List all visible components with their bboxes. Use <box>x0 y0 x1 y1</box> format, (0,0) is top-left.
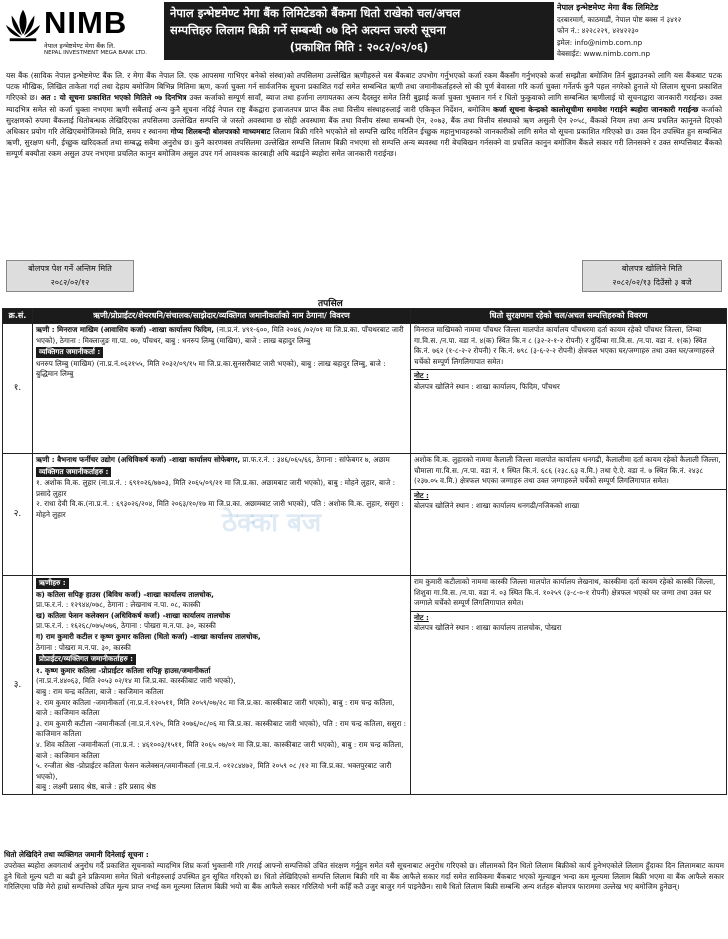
footer-title: धितो लेखिदिने तथा व्यक्तिगत जमानी दिनेलाई सूचना : <box>4 850 149 859</box>
dates-row <box>6 260 722 294</box>
guarantor-item: बाबु : लक्ष्मी प्रसाद श्रेष्ठ, बाजे : हरि प्रसाद श्रेष्ठ <box>36 782 156 792</box>
header <box>0 0 728 66</box>
submit-date-label: बोलपत्र पेश गर्ने अन्तिम मिति <box>28 264 112 273</box>
lotus-icon <box>4 6 42 44</box>
bank-address <box>557 2 727 62</box>
bank-logo <box>4 6 162 60</box>
row-sn: ३. <box>3 576 33 795</box>
open-date-label: बोलपत्र खोलिने मिति <box>621 264 683 273</box>
borrower-item: प्रा.फ.र.नं. : १६२६८/०७५/०७६, ठेगाना : पोखरा म.न.पा. ३०, कास्की <box>36 621 216 631</box>
table-row <box>3 324 727 454</box>
property-desc: मिनराज माखिमको नाममा पाँचथर जिल्ला मालपोत कार्यालय पाँचथरमा दर्ता कायम रहेको पाँचथर जिल्ला, लिम्बा गा.वि.स. /न.पा. वडा नं. ४(क) स्थित कि.न ८ (३२-२-१-२ रोपनी) र दुर्दिम्बा गा.वि.स. /न.पा. वडा नं. १(क) स्थित कि.नं. ७६२ (१-८-२-२ रोपनी) र कि.नं. ७९८ (३-६-२-२ रोपनी) क्षेत्रफल भएका घर/जग्गाहरु तथा उक्त घर/जग्गाहरुले चर्चेको सम्पूर्ण लिगलिगापात समेत। <box>414 325 715 366</box>
property-desc: राम कुमारी कटीलाको नाममा कास्की जिल्ला मालपोत कार्यालय लेखनाथ, कास्कीमा दर्ता कायम रहेको कास्की जिल्ला, शिशुवा गा.वि.स. /न.पा. वडा नं. ०३ स्थित कि.नं. १०२५९ (३-८-०-१ रोपनी) क्षेत्रफल भएको घर जग्गा तथा उक्त घर जग्गाले चर्चेको सम्पूर्ण लिगलिगापात समेत। <box>414 577 716 608</box>
logo-sub-english: NEPAL INVESTMENT MEGA BANK LTD. <box>44 50 148 56</box>
guarantor-item: १. कृष्ण कुमार कतिला -प्रोप्राईटर कतिला सपिङ्ग हाउस/जमानीकर्ता <box>36 665 211 675</box>
note-text: बोलपत्र खोलिने स्थान : शाखा कार्यालय धनगढी/नजिकको शाखा <box>414 501 580 511</box>
table-header <box>3 309 727 324</box>
title-line-2: सम्पत्तिहरु लिलाम बिक्री गर्ने सम्बन्धी ०७ दिने अत्यन्त जरुरी सूचना <box>170 23 446 37</box>
note-label: नोट : <box>414 612 429 622</box>
logo-text: NIMB <box>44 5 128 40</box>
intro-text-2: उक्त कर्जाको सम्पूर्ण सावाँ, ब्याज तथा हर्जाना लगायतका अन्य दैदस्तुर समेत तिरी बुझाई कर्जा चुक्ता भुक्तान गर्न र धितो फुकुवाको लागि सम्बन्धित ऋणीलाई यो सूचनाद्वारा जानकारी गराईन्छ। उक्त म्यादभित्र समेत सो कर्जा चुक्ता नभएमा ऋणी सबैलाई अन्य कुनै सूचना नदिई नेपाल राष्ट्र बैंकद्वारा इजाजतपत्र प्राप्त बैंक तथा वित्तीय संस्थाहरुलाई जारी एकिकृत निर्देशन, बमोजिम <box>6 93 722 114</box>
borrower-detail: प्रा.फ.र.नं. : ३४६/०६५/६६, ठेगाना : सांफेबगर ७, अछाम <box>242 455 390 464</box>
logo-sub-nepali: नेपाल इन्भेष्टमेण्ट मेगा बैंक लि. <box>44 42 116 50</box>
note-text: बोलपत्र खोलिने स्थान : शाखा कार्यालय तालचोक, पोखरा <box>414 623 562 633</box>
guarantor-item: २. राधा देवी वि.क.(ना.प्र.नं. : ६९३०२६/२०४, मिति २०६३/१०/१७ मा जि.प्र.का. अछामबाट जारी भएको), पति : अशोक वि.क. लुहार, ससुरा : मोहने लुहार <box>36 499 404 519</box>
col-borrower: ऋणी/प्रोप्राईटर/शेयरधनि/संचालक/साझेदार/व्यक्तिगत जमानीकर्ताको नाम ठेगाना/ विवरण <box>33 309 411 324</box>
auction-table <box>2 308 727 795</box>
email-line: इमेल: info@nimb.com.np <box>557 37 643 47</box>
borrower-item: ख) कतिला फेसन कलेक्सन (अधिविकर्ष कर्जा) -शाखा कार्यालय तालचोक <box>36 610 231 620</box>
guarantor-item: बाबु : राम चन्द्र कतिला, बाजे : काजिमान कतिला <box>36 686 164 696</box>
borrower-item: ग) राम कुमारी कटील र कृष्ण कुमार कतिला (धितो कर्जा) -शाखा कार्यालय तालचोक, <box>36 631 261 641</box>
open-date-value: २०८२/०२/१३ दिउँसो ३ बजे <box>612 278 692 287</box>
title-line-1: नेपाल इन्भेष्टमेण्ट मेगा बैंक लिमिटेडको बैंकमा धितो राखेको चल/अचल <box>170 6 461 20</box>
intro-text-3: कर्जाको सुरक्षणको रुपमा बैंकलाई धितोबन्धक लेखिदिएका तपसिलमा उल्लेखित सम्पत्ति जे जस्तो अवस्थामा छ सोही अवस्थामा बैंक तथा वित्तीय संस्था सम्बन्धी ऐन, २०७३, बैंक तथा वित्तीय संस्थाको ऋण असुली ऐन २०५८, बैंकको नियम तथा अन्य प्रचलित कानूनले दिएको अधिकार प्रयोग गरि लेखिएबमोजिमको मिति, समय र स्थानमा <box>6 104 722 137</box>
submit-date-value: २०८२/०२/१२ <box>50 278 90 287</box>
property-cell <box>411 324 727 454</box>
guarantor-item: (ना.प्र.नं.४४०६३, मिति २०५३ ०२/१४ मा जि.प्र.का. कास्कीबाट जारी भएको), <box>36 676 236 686</box>
borrower-item: ठेगाना : पोखरा म.न.पा. ३०, कास्की <box>36 642 131 652</box>
borrower-detail: (ना.प्र.नं. ४९१-६००, मिति २०४६ /०२/०१ मा जि.प्र.का. पाँचथरबाट जारी भएको), ठेगाना : मिक्लाजुङ गा.पा. ०७, पाँचथर, बाबु : धनरुप लिम्बु (माखिम), बाजे : लाख बहादुर लिम्बु <box>36 325 404 345</box>
borrower-name: ऋणी : मिनराज माखिम (आवासिय कर्जा) -शाखा कार्यालय फिदिम, <box>36 325 214 334</box>
row-sn: १. <box>3 324 33 454</box>
guarantor-item: धनरुप लिम्बु (माखिम) (ना.प्र.नं.०६२१५५, मिति २०३२/०९/१५ मा जि.प्र.का.सुनसरीबाट जारी भएको), बाबु : लाख बहादुर लिम्बु, बाजे : बुद्धिमान लिम्बु <box>36 358 386 379</box>
intro-text-1: यस बैंक (साविक नेपाल इन्भेष्टमेण्ट बैंक लि. र मेगा बैंक नेपाल लि. एक आपसमा गाभिएर बनेको संस्था)को तपसिलमा उल्लेखित ऋणीहरुले यस बैंकबाट उपभोग गर्नुभएको कर्जा रकम बैंकसँग गर्नुभएको कर्जा सम्झौता बमोजिम तिर्न बुझाउनको लागि यस बैंकबाट पटक पटक मौखिक, लिखित ताकेता गर्दा तथा देहाय बमोजिम बिभिन्न मितिमा ऋण, कर्जा चुक्ता गर्न सार्वजनिक सूचना प्रकाशित गर्दा समेत सम्बन्धित ऋणी तथा जमानीकर्ताहरुले सो की पूर्ण बेवास्ता गरि कर्जा चुक्ता गर्नेतर्फ कुनै पहल नगरेको हुनाले यो लिलाम सूचना प्रकाशित गरिएको छ। <box>6 71 722 103</box>
footer-text: उपरोक्त ब्यहोरा अवगतार्थ अनुरोध गर्दै प्रकाशित सूचनाको म्यादभित्र शिघ्र कर्जा भुक्तानी गरि /गराई आफ्नो सम्पत्तिको उचित संरक्षण गर्नुहुन समेत यसै सूचनाबाट अनुरोध गरिएको छ। लीलामको दिन धितो लिलाम बिक्रीको कार्य हुनेभएकोले लिलाम हुँदाका दिन लिलामबाट कायम हुने धितो मूल्य घटी वा बढी हुने प्रक्रियामा समेत धितो धनीहरुलाई उपस्थित हुन सूचित गरिएको छ। धितो लेखिदिएको सम्पत्ति लिलाम बिक्री गरि वा बैंक आफैले सकार गर्दा समेत साविकमा बैंकबाट भएको मूल्याङ्कन भन्दा कम मूल्यमा लिलाम बिक्री भएमा वा बैंक आफैले सकार गरिलिएमा पछि मेरो हाम्रो सम्पत्तिको उचित मूल्य प्राप्त नभई कम मूल्यमा लिलाम बिक्री भयो वा बैंक आफैले सकार गरिलियो भनी कहिँ कतै उजुर बाजुर गर्न पाइनेछैन। साथै धितो लिलाम बिक्री सम्बन्धि अन्य शर्तहरु बोलपत्र फाराममा उल्लेख भए बमोजिम हुनेछन्। <box>4 860 724 892</box>
note-label: नोट : <box>414 371 429 381</box>
guarantor-heading: व्यक्तिगत जमानीकर्ता : <box>36 347 103 358</box>
guarantor-item: १. अशोक वि.क. लुहार (ना.प्र.नं. : ६९१०२६/७७०३, मिति २०६५/०९/२१ मा जि.प्र.का. अछामबाट जारी भएको), बाबु : मोहने लुहार, बाजे : प्रसादे लुहार <box>36 478 395 498</box>
borrowers-heading: ऋणीहरु : <box>36 578 69 589</box>
footer-notice <box>4 850 724 938</box>
guarantor-item: २. राम कुमार कतिला -जमानीकर्ता (ना.प्र.नं.१२०५११, मिति २०५९/०७/२८ मा जि.प्र.का. कास्कीबाट जारी भएको), बाबु : राम चन्द्र कतिला, बाजे : काजिमान कतिला <box>36 697 395 718</box>
guarantor-item: ४. शिव कतिला -जमानीकर्ता (ना.प्र.नं. : ४६१००३/१५११, मिति २०६५ ०७/०१ मा जि.प्र.का. कास्कीबाट जारी भएको), बाबु : राम चन्द्र कतिला, बाजे : काजिमान कतिला <box>36 739 404 760</box>
intro-text-4: लिलाम बिक्री गरिने भएकोले सो सम्पत्ति खरिद गरिलिन ईच्छुक महानुभावहरुको जानकारीको लागि समेत यो सूचना प्रकाशित गरिएको छ। उक्त दिन उपस्थित हुन सम्बन्धित ऋणी, सुरक्षण धनी, ईच्छुक खरिदकर्ता तथा सम्बद्ध सबैमा अनुरोध छ। कुनै कारणबस तपसिलमा उल्लेखित सम्पत्ति लिलाम बिक्री नभएमा सो सम्पत्ति अन्य ब्यवस्था गरी बेचबिखन गर्नसक्ने वा प्रचलित कानुन बमोजिम बैंकले सकार गरी लिनसक्ने र उक्त सम्पत्तिबाट बैंकको सम्पूर्ण बक्यौता रकम असुल उपर नभएमा प्रचलित कानुन बमोजिम असुल उपर गर्न आवश्यक कारबाही अघि बढाईने ब्यहोरा समेत जानकारी गराईन्छ। <box>6 127 722 159</box>
property-desc: अशोक वि.क. लुहारको नाममा कैलाली जिल्ला मालपोत कार्यालय धनगढी, कैलालीमा दर्ता कायम रहेको कैलाली जिल्ला, चौमाला गा.वि.स. /न.पा. वडा नं. १ स्थित कि.नं. ६८६ (२३८.६३ व.मि.) तथा ऐ.ऐ. वडा नं. ७ स्थित कि.नं. २४३८ (२३७.०५ व.मि.) क्षेत्रफल भएका जग्गाहरु तथा उक्त जग्गाहरुले चर्चेको सम्पूर्ण लिगलिगापात समेत। <box>414 455 721 486</box>
borrower-item: प्रा.फ.र.नं. : १२९४४/०७८, ठेगाना : लेखनाथ न.पा. ०८, कास्की <box>36 600 201 610</box>
address-title: नेपाल इन्भेष्टमेण्ट मेगा बैंक लिमिटेड <box>557 3 659 12</box>
note-text: बोलपत्र खोलिने स्थान : शाखा कार्यालय, फिदिम, पाँचथर <box>414 381 560 391</box>
table-row <box>3 576 727 795</box>
guarantor-heading: व्यक्तिगत जमानीकर्ताहरु : <box>36 467 111 478</box>
phone-line: फोन नं.: ४२२८२२९, ४२४२२३० <box>557 26 639 35</box>
col-sn: क्र.सं. <box>3 309 33 324</box>
intro-bold-2: कर्जा सूचना केन्द्रको कालोसूचीमा समावेश गराईने ब्यहोरा जानकारी गराईन्छ <box>493 104 699 114</box>
website-line: वेबसाईट: www.nimb.com.np <box>557 49 651 58</box>
property-cell <box>411 454 727 576</box>
submit-date-box <box>6 260 134 292</box>
address-line: दरबारमार्ग, काठमाडौं, नेपाल पोष्ट बक्स नं ३४१२ <box>557 14 682 24</box>
guarantor-heading: प्रोप्राईटर/व्यक्तिगत जमानीकर्ताहरु : <box>36 654 136 665</box>
guarantor-item: ५. रन्जीता श्रेष्ठ -प्रोप्राईटर कतिला फेसन कलेक्सन/जमानीकर्ता (ना.प्र.नं. ०१२८४४७२, मिति २०५९ ०८ /१२ मा जि.प्र.का. भक्तपुरबाट जारी भएको), <box>36 761 392 781</box>
guarantor-item: ३. राम कुमारी कटीला -जमानीकर्ता (ना.प्र.नं.९२५, मिति २०७६/०८/०६ मा जि.प्र.का. कास्कीबाट जारी भएको), पति : राम चन्द्र कतिला, ससुरा : काजिमान कतिला <box>36 718 407 739</box>
intro-bold-3: गोप्य शिलबन्दी बोलपत्रको माध्यमबाट <box>170 127 271 137</box>
col-property: धितो सुरक्षणमा रहेको चल/अचल सम्पत्तिहरुको विवरण <box>411 309 727 324</box>
row-sn: २. <box>3 454 33 576</box>
property-cell <box>411 576 727 795</box>
borrower-cell <box>33 576 411 795</box>
note-label: नोट : <box>414 490 429 500</box>
borrower-cell <box>33 324 411 454</box>
intro-paragraph <box>6 70 722 256</box>
open-date-box <box>582 260 722 292</box>
schedule-title: तपसिल <box>318 299 343 309</box>
watermark: ठेक्का बज <box>222 508 322 538</box>
borrower-name: ऋणी : बैभनाथ फर्नीचर उद्योग (अधिविकर्ष कर्जा) -शाखा कार्यालय सोफेबगर, <box>36 455 241 464</box>
borrower-item: क) कतिला सपिङ्ग हाउस (बिविध कर्जा) -शाखा कार्यालय तालचोक, <box>36 589 214 599</box>
intro-bold-1: अत : यो सूचना प्रकाशित भएको मितिले ०७ दिनभित्र <box>40 93 187 103</box>
table-row <box>3 454 727 576</box>
notice-title <box>164 2 554 60</box>
publish-date: (प्रकाशित मिति : २०८२/०२/०६) <box>289 40 429 54</box>
